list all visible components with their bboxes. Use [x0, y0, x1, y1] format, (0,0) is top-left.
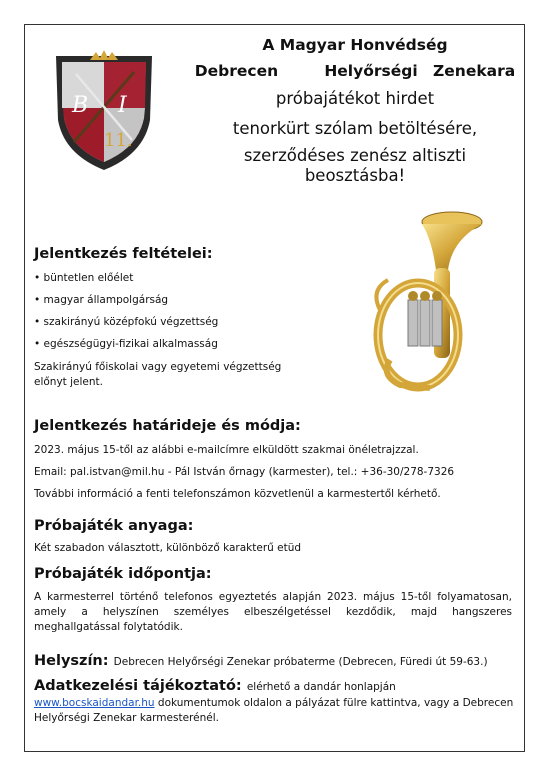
deadline-section [34, 418, 514, 502]
unit-crest-logo [52, 50, 156, 172]
location-section [34, 650, 514, 670]
requirements-note: Szakirányú főiskolai vagy egyetemi végzettség előnyt jelent. [34, 361, 282, 388]
deadline-text-3: További információ a fenti telefonszámon közvetlenül a karmestertől kérhető. [34, 488, 441, 500]
svg-text:I: I [118, 93, 127, 118]
requirements-section [34, 246, 324, 390]
material-text: Két szabadon választott, különböző karakterű etüd [34, 542, 302, 554]
requirements-title: Jelentkezés feltételei: [34, 246, 213, 262]
material-title: Próbajáték anyaga: [34, 518, 194, 534]
time-text: A karmesterrel történő telefonos egyeztetés alapján 2023. május 15-től folyamatosan, amely a helyszínen személyes elbeszélgetéssel kezdődik, majd hangszeres meghallgatással folytatódik. [34, 591, 512, 633]
announcement-header [190, 32, 520, 186]
requirements-list [34, 272, 324, 350]
header-line-2: Debrecen Helyőrségi Zenekara [194, 62, 516, 80]
time-title: Próbajáték időpontja: [34, 566, 212, 582]
material-section [34, 518, 514, 556]
crest-number: 11. [104, 130, 133, 151]
svg-text:B: B [72, 93, 89, 118]
privacy-text-1: elérhető a dandár honlapján [246, 681, 396, 693]
list-item: • büntetlen előélet [34, 272, 324, 284]
privacy-title: Adatkezelési tájékoztató: [34, 678, 242, 694]
location-title: Helyszín: [34, 653, 109, 669]
list-item: • magyar állampolgárság [34, 294, 324, 306]
deadline-text-2: Email: pal.istvan@mil.hu - Pál István őrnagy (karmester), tel.: +36-30/278-7326 [34, 466, 455, 478]
deadline-text-1: 2023. május 15-től az alábbi e-mailcímre elküldött szakmai önéletrajzzal. [34, 444, 419, 456]
tenor-horn-image [360, 200, 490, 410]
header-line-5: szerződéses zenész altiszti beosztásba! [243, 146, 467, 185]
privacy-text-2: dokumentumok oldalon a pályázat fülre kattintva, vagy a Debrecen Helyőrségi Zenekar karmesterénél. [34, 697, 514, 724]
header-line-3: próbajátékot hirdet [275, 89, 435, 108]
list-item: • egészségügyi-fizikai alkalmasság [34, 338, 324, 350]
privacy-link[interactable]: www.bocskaidandar.hu [34, 697, 155, 709]
header-line-1: A Magyar Honvédség [262, 36, 448, 54]
location-text: Debrecen Helyőrségi Zenekar próbaterme (Debrecen, Füredi út 59-63.) [113, 656, 488, 668]
list-item: • szakirányú középfokú végzettség [34, 316, 324, 328]
header-line-4: tenorkürt szólam betöltésére, [232, 119, 478, 138]
time-section [34, 566, 514, 635]
privacy-section [34, 675, 514, 726]
deadline-title: Jelentkezés határideje és módja: [34, 418, 301, 434]
